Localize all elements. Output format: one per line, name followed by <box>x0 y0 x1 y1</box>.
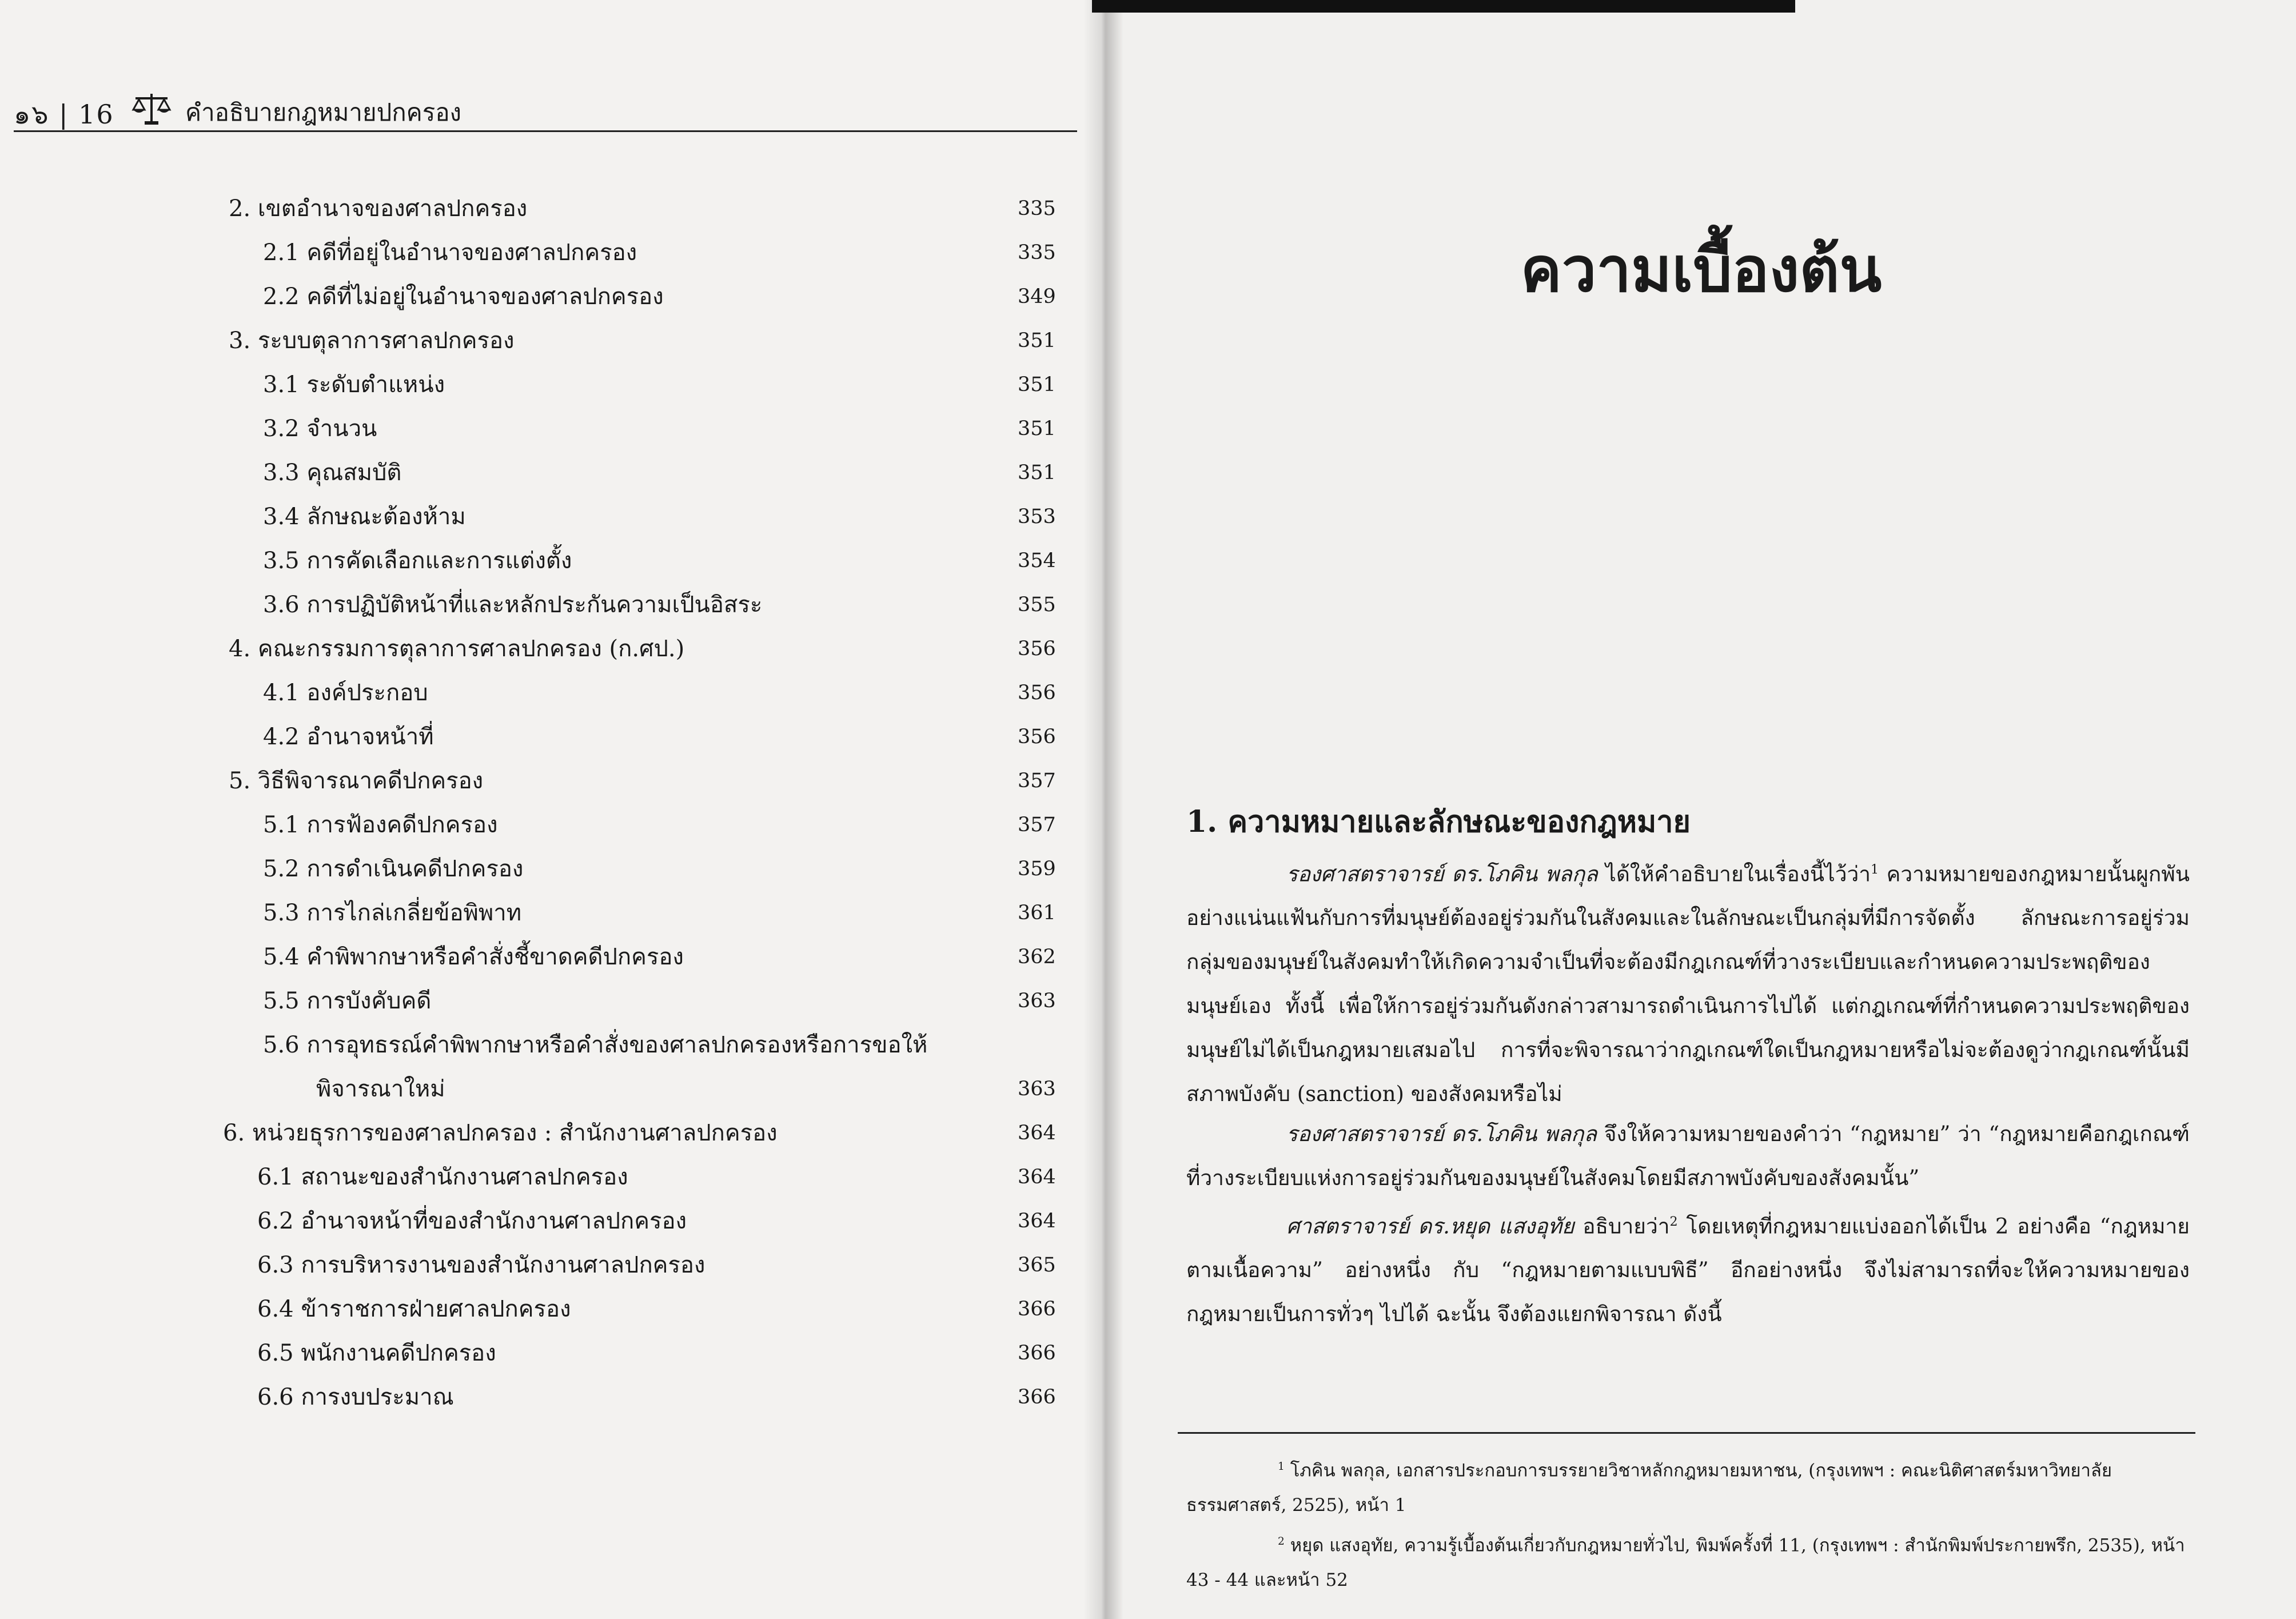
header-page-number: ๑๖ | 16 <box>14 99 114 130</box>
section-heading: 1. ความหมายและลักษณะของกฎหมาย <box>1186 804 1691 839</box>
paragraph-3: ศาสตราจารย์ ดร.หยุด แสงอุทัย อธิบายว่า$^2$ โดยเหตุที่กฎหมายแบ่งออกได้เป็น 2 อย่างคือ “กฎหมายตามเนื้อความ” อย่างหนึ่ง กับ “กฎหมายตามแบบพิธี” อีกอย่างหนึ่ง จึงไม่สามารถที่จะให้ความหมายของกฎหมายเป็นการทั่วๆ ไปได้ ฉะนั้น จึงต้องแยกพิจารณา ดังนี้ <box>1186 1214 2190 1327</box>
header-rule <box>14 130 1077 132</box>
left-page: ๑๖ | 16 คำอธิบายกฎหมายปกครอง 2. เขตอำนาจของศาลปกครอง 335 2.1 คดีที่อยู่ในอำนาจของศาลปกครอง 335 2.2 คดีที่ไม่อยู่ในอำนาจของศาลปกครอง 349 3. ระบบตุลาการศาลปกครอง 351 3.1 ระดับตำแหน่ง 351 3.2 จำนวน 351 3.3 คุณสมบัติ 351 3.4 ลักษณะต้องห้าม 353 3.5 การคัดเลือกและการแต่งตั้ง 354 3.6 การปฏิบัติหน้าที่และหลักประกันความเป็นอิสระ 355 4. คณะกรรมการตุลาการศาลปกครอง (ก.ศป.) 356 4.1 องค์ประกอบ 356 4.2 อำนาจหน้าที่ 356 5. วิธีพิจารณาคดีปกครอง 357 5.1 การฟ้องคดีปกครอง 357 5.2 การดำเนินคดีปกครอง 359 5.3 การไกล่เกลี่ยข้อพิพาท 361 5.4 คำพิพากษาหรือคำสั่งชี้ขาดคดีปกครอง 362 5.5 การบังคับคดี 363 5.6 การอุทธรณ์คำพิพากษาหรือคำสั่งของศาลปกครองหรือการขอให้ พิจารณาใหม่ 363 6. หน่วยธุรการของศาลปกครอง : สำนักงานศาลปกครอง 364 6.1 สถานะของสำนักงานศาลปกครอง 364 6.2 อำนาจหน้าที่ของสำนักงานศาลปกครอง 364 6.3 การบริหารงานของสำนักงานศาลปกครอง 365 6.4 ข้าราชการฝ่ายศาลปกครอง 366 6.5 พนักงานคดีปกครอง 366 6.6 การงบประมาณ 366 <box>0 0 1106 1619</box>
book-gutter <box>1083 0 1123 1619</box>
scales-of-justice-icon <box>131 90 172 127</box>
footnote-ref: 2 <box>1669 1214 1678 1229</box>
book-title: คำอธิบายกฎหมายปกครอง <box>185 98 462 126</box>
author-name: รองศาสตราจารย์ ดร.โภคิน พลกุล <box>1286 862 1598 887</box>
paragraph-1: รองศาสตราจารย์ ดร.โภคิน พลกุล ได้ให้คำอธิบายในเรื่องนี้ไว้ว่า$^1$ ความหมายของกฎหมายนั้นผูกพันอย่างแน่นแฟ้นกับการที่มนุษย์ต้องอยู่ร่วมกันในสังคมและในลักษณะเป็นกลุ่มที่มีการจัดตั้ง ลักษณะการอยู่ร่วมกลุ่มของมนุษย์ในสังคมทำให้เกิดความจำเป็นที่จะต้องมีกฎเกณฑ์ที่วางระเบียบและกำหนดความประพฤติของมนุษย์เอง ทั้งนี้ เพื่อให้การอยู่ร่วมกันดังกล่าวสามารถดำเนินการไปได้ แต่กฎเกณฑ์ที่กำหนดความประพฤติของมนุษย์ไม่ได้เป็นกฎหมายเสมอไป การที่จะพิจารณาว่ากฎเกณฑ์ใดเป็นกฎหมายหรือไม่จะต้องดูว่ากฎเกณฑ์นั้นมีสภาพบังคับ (sanction) ของสังคมหรือไม่ <box>1186 862 2190 1107</box>
chapter-title: ความเบื้องต้น <box>1520 234 1882 306</box>
footnote-rule <box>1178 1432 2195 1434</box>
footnote-2: $^2$ หยุด แสงอุทัย, ความรู้เบื้องต้นเกี่ยวกับกฎหมายทั่วไป, พิมพ์ครั้งที่ 11, (กรุงเทพฯ : สำนักพิมพ์ประกายพรึก, 2535), หน้า 43 - 44 และหน้า 52 <box>1186 1535 2185 1591</box>
paragraph-2: รองศาสตราจารย์ ดร.โภคิน พลกุล จึงให้ความหมายของคำว่า “กฎหมาย” ว่า “กฎหมายคือกฎเกณฑ์ที่วางระเบียบแห่งการอยู่ร่วมกันของมนุษย์ในสังคมโดยมีสภาพบังคับของสังคมนั้น” <box>1186 1122 2190 1190</box>
footnote-1: $^1$ โภคิน พลกุล, เอกสารประกอบการบรรยายวิชาหลักกฎหมายมหาชน, (กรุงเทพฯ : คณะนิติศาสตร์มหาวิทยาลัยธรรมศาสตร์, 2525), หน้า 1 <box>1186 1460 2112 1516</box>
footnote-ref: 1 <box>1871 862 1879 877</box>
running-header <box>14 86 1077 137</box>
author-name: รองศาสตราจารย์ ดร.โภคิน พลกุล <box>1286 1122 1597 1146</box>
author-name: ศาสตราจารย์ ดร.หยุด แสงอุทัย <box>1286 1214 1574 1239</box>
top-edge-shadow <box>1092 0 1795 13</box>
